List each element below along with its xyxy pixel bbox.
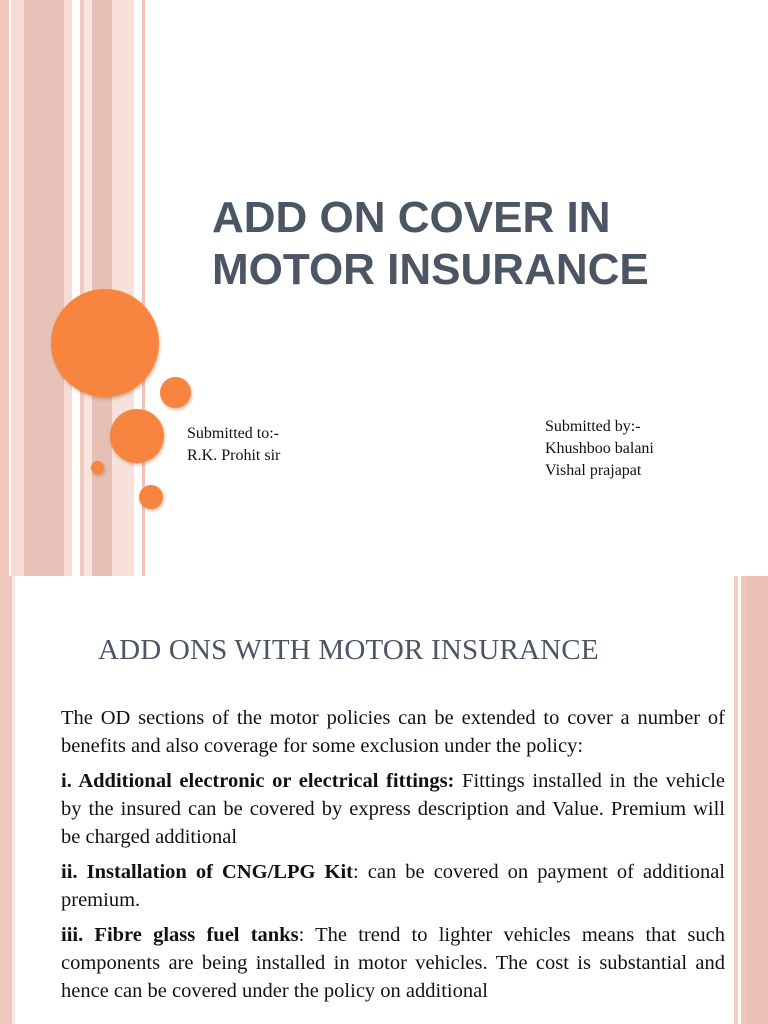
slide-title-line: ADD ON COVER IN — [212, 193, 611, 242]
submitted-by-block — [545, 416, 654, 482]
decorative-circle — [91, 461, 104, 474]
decorative-stripe — [112, 0, 134, 576]
submitted-to-name: R.K. Prohit sir — [187, 447, 281, 464]
submitted-by-name: Vishal prajapat — [545, 462, 642, 479]
list-item — [61, 858, 725, 914]
submitted-by-name: Khushboo balani — [545, 440, 654, 457]
slide-title — [212, 192, 732, 296]
item-text: : The trend to lighter vehicles means that such components are being installed in motor vehicles. The cost is substantial and hence can be covered under the policy on additional — [61, 924, 725, 1002]
submitted-to-label: Submitted to:- — [187, 425, 279, 442]
decorative-circle — [160, 377, 191, 408]
submitted-to-block — [187, 423, 280, 467]
submitted-by-label: Submitted by:- — [545, 418, 641, 435]
decorative-stripe — [0, 576, 12, 1024]
decorative-stripe — [72, 0, 80, 576]
item-label: ii. Installation of CNG/LPG Kit — [61, 861, 353, 883]
decorative-stripe — [84, 0, 92, 576]
slide-title-line: MOTOR INSURANCE — [212, 245, 649, 294]
list-item — [61, 767, 725, 851]
decorative-circle — [110, 409, 164, 463]
item-label: i. Additional electronic or electrical fittings: — [61, 770, 455, 792]
item-text: Fittings installed in the vehicle by the insured can be covered by express description and Value. Premium will be charged additional — [61, 770, 725, 848]
decorative-stripe — [11, 0, 24, 576]
decorative-stripe — [12, 576, 15, 1024]
item-text: : can be covered on payment of additional premium. — [61, 861, 725, 911]
section-heading: ADD ONS WITH MOTOR INSURANCE — [98, 634, 599, 666]
decorative-stripe — [0, 0, 9, 576]
decorative-circle — [139, 485, 163, 509]
list-item — [61, 921, 725, 1005]
decorative-stripe — [92, 0, 112, 576]
item-label: iii. Fibre glass fuel tanks — [61, 924, 299, 946]
decorative-circle-large — [51, 289, 159, 397]
intro-paragraph: The OD sections of the motor policies can be extended to cover a number of benefits and also coverage for some exclusion under the policy: — [61, 707, 725, 757]
decorative-stripe — [64, 0, 72, 576]
decorative-stripe — [747, 576, 768, 1024]
slide-body — [61, 704, 725, 1012]
decorative-stripe — [24, 0, 64, 576]
